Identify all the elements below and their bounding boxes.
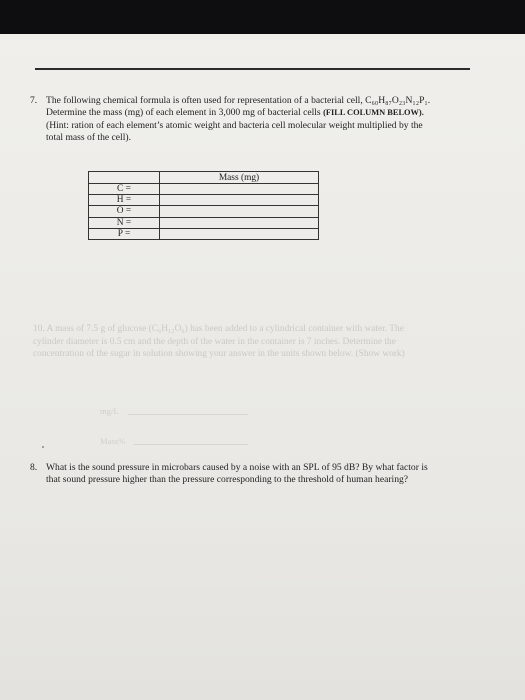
faded-answer-line-1 — [128, 414, 248, 415]
fill-column-instruction: (FILL COLUMN BELOW). — [323, 108, 424, 118]
element-label-n: N = — [89, 217, 160, 228]
element-mass-table — [88, 171, 319, 240]
table-header-blank — [89, 172, 160, 184]
question-7-line-1: The following chemical formula is often used for representation of a bacterial cell, C₆₀H₈₇O₂₃N₁₂P₁. — [46, 95, 431, 106]
question-8-number: 8. — [30, 462, 38, 473]
faded-bleed-through-text — [33, 323, 503, 361]
faded-line-3: concentration of the sugar in solution showing your answer in the units shown below. (Show work) — [33, 349, 405, 360]
question-7-number: 7. — [30, 95, 38, 106]
table-row — [89, 228, 319, 239]
element-label-o: O = — [89, 206, 160, 217]
question-7-hint-line-2: total mass of the cell). — [46, 132, 131, 144]
table-row — [89, 217, 319, 228]
faded-label-mass-percent: Mass% — [100, 436, 126, 446]
faded-answer-line-2 — [134, 444, 248, 445]
question-7-line-2-text: Determine the mass (mg) of each element in 3,000 mg of bacterial cells — [46, 107, 324, 119]
question-8-line-1: What is the sound pressure in microbars caused by a noise with an SPL of 95 dB? By what factor is — [46, 462, 428, 473]
mass-cell-c[interactable] — [160, 184, 319, 195]
table-row — [89, 195, 319, 206]
question-7-line-2 — [46, 107, 500, 119]
mass-cell-h[interactable] — [160, 195, 319, 206]
top-dark-band — [0, 0, 525, 34]
question-7-hint-line: (Hint: ration of each element’s atomic weight and bacteria cell molecular weight multiplied by the — [46, 119, 423, 131]
table-row — [89, 184, 319, 195]
element-label-h: H = — [89, 195, 160, 206]
stray-mark — [42, 446, 44, 448]
question-8-line-2: that sound pressure higher than the pressure corresponding to the threshold of human hearing? — [46, 474, 409, 486]
question-7 — [30, 95, 500, 145]
table-header-mass: Mass (mg) — [160, 172, 319, 184]
faded-line-2: cylinder diameter is 0.5 cm and the depth of the water in the container is 7 inches. Determine the — [33, 336, 396, 347]
element-label-p: P = — [89, 228, 160, 239]
faded-line-1: 10. A mass of 7.5 g of glucose (C₆H₁₂O₆) has been added to a cylindrical container with water. The — [33, 324, 404, 334]
mass-cell-n[interactable] — [160, 217, 319, 228]
table-header-row — [89, 172, 319, 184]
element-label-c: C = — [89, 184, 160, 195]
question-8 — [30, 462, 510, 487]
table-row — [89, 206, 319, 217]
faded-label-mg-per-l: mg/L — [100, 406, 119, 416]
header-rule — [35, 68, 470, 70]
mass-cell-p[interactable] — [160, 228, 319, 239]
mass-cell-o[interactable] — [160, 206, 319, 217]
